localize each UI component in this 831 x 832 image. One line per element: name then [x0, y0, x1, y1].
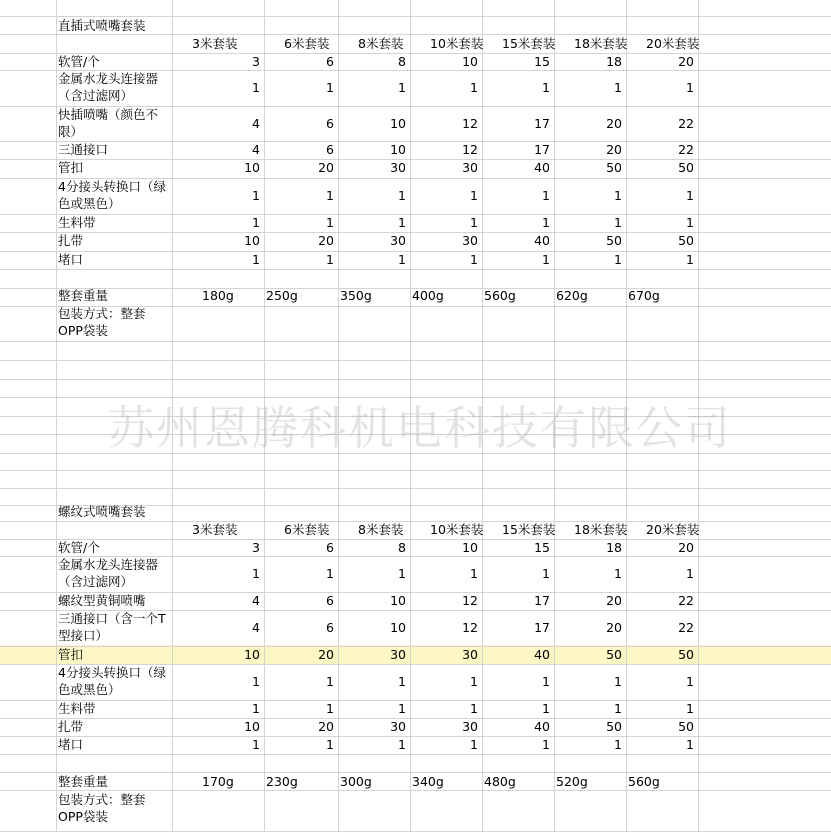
value-cell: 1 [686, 215, 694, 230]
value-cell: 20 [318, 233, 334, 248]
value-cell: 4 [252, 142, 260, 157]
value-cell: 22 [678, 593, 694, 608]
value-cell: 50 [606, 719, 622, 734]
value-cell: 1 [326, 737, 334, 752]
column-header: 18米套装 [574, 522, 628, 537]
value-cell: 1 [252, 701, 260, 716]
row-label: 金属水龙头连接器（含过滤网） [58, 557, 159, 589]
value-cell: 40 [534, 647, 550, 662]
value-cell: 8 [398, 54, 406, 69]
weight-value: 300g [340, 774, 372, 789]
value-cell: 1 [614, 566, 622, 581]
section-title: 直插式喷嘴套装 [58, 18, 146, 33]
value-cell: 10 [390, 142, 406, 157]
value-cell: 30 [462, 647, 478, 662]
value-cell: 10 [244, 719, 260, 734]
value-cell: 50 [678, 647, 694, 662]
row-label: 扎带 [58, 233, 84, 248]
value-cell: 10 [244, 647, 260, 662]
value-cell: 1 [252, 566, 260, 581]
row-label: 软管/个 [58, 540, 100, 555]
value-cell: 1 [252, 80, 260, 95]
value-cell: 40 [534, 160, 550, 175]
column-header: 10米套装 [430, 36, 484, 51]
value-cell: 3 [252, 54, 260, 69]
value-cell: 1 [470, 80, 478, 95]
value-cell: 10 [462, 540, 478, 555]
value-cell: 12 [462, 116, 478, 131]
value-cell: 20 [318, 647, 334, 662]
value-cell: 1 [542, 215, 550, 230]
value-cell: 1 [326, 80, 334, 95]
value-cell: 50 [606, 233, 622, 248]
value-cell: 1 [542, 737, 550, 752]
value-cell: 1 [398, 674, 406, 689]
value-cell: 20 [606, 142, 622, 157]
value-cell: 1 [614, 674, 622, 689]
value-cell: 1 [398, 215, 406, 230]
column-header: 8米套装 [358, 522, 404, 537]
value-cell: 1 [470, 674, 478, 689]
row-gridline [0, 360, 831, 361]
value-cell: 1 [398, 188, 406, 203]
value-cell: 20 [678, 54, 694, 69]
row-label: 4分接头转换口（绿色或黑色） [58, 665, 166, 697]
value-cell: 1 [252, 252, 260, 267]
row-label: 4分接头转换口（绿色或黑色） [58, 179, 166, 211]
weight-value: 250g [266, 288, 298, 303]
column-header: 10米套装 [430, 522, 484, 537]
value-cell: 1 [398, 701, 406, 716]
row-label: 管扣 [58, 647, 84, 662]
weight-value: 620g [556, 288, 588, 303]
value-cell: 10 [390, 620, 406, 635]
value-cell: 1 [542, 188, 550, 203]
value-cell: 1 [398, 566, 406, 581]
value-cell: 50 [678, 719, 694, 734]
value-cell: 1 [326, 215, 334, 230]
value-cell: 22 [678, 116, 694, 131]
value-cell: 1 [252, 674, 260, 689]
row-label: 三通接口 [58, 142, 109, 157]
value-cell: 20 [606, 620, 622, 635]
value-cell: 6 [326, 54, 334, 69]
row-gridline [0, 341, 831, 342]
column-header: 15米套装 [502, 36, 556, 51]
value-cell: 18 [606, 540, 622, 555]
value-cell: 50 [606, 647, 622, 662]
value-cell: 4 [252, 593, 260, 608]
value-cell: 1 [326, 252, 334, 267]
row-label: 快插喷嘴（颜色不限） [58, 107, 159, 139]
row-gridline [0, 754, 831, 755]
value-cell: 1 [614, 80, 622, 95]
row-label: 金属水龙头连接器（含过滤网） [58, 71, 159, 103]
value-cell: 1 [686, 80, 694, 95]
value-cell: 1 [326, 566, 334, 581]
value-cell: 1 [470, 737, 478, 752]
value-cell: 40 [534, 719, 550, 734]
value-cell: 8 [398, 540, 406, 555]
row-label: 堵口 [58, 252, 84, 267]
section-title: 螺纹式喷嘴套装 [58, 504, 146, 519]
value-cell: 6 [326, 116, 334, 131]
row-gridline [0, 488, 831, 489]
weight-value: 400g [412, 288, 444, 303]
value-cell: 15 [534, 54, 550, 69]
column-header: 6米套装 [284, 522, 330, 537]
value-cell: 1 [398, 80, 406, 95]
column-header: 18米套装 [574, 36, 628, 51]
value-cell: 12 [462, 593, 478, 608]
row-label: 三通接口（含一个T型接口） [58, 611, 166, 643]
value-cell: 1 [686, 701, 694, 716]
weight-value: 520g [556, 774, 588, 789]
value-cell: 6 [326, 540, 334, 555]
value-cell: 1 [252, 737, 260, 752]
weight-label: 整套重量 [58, 774, 109, 789]
weight-value: 560g [628, 774, 660, 789]
value-cell: 10 [390, 116, 406, 131]
packaging-note: 包装方式：整套OPP袋装 [58, 306, 146, 338]
value-cell: 1 [614, 737, 622, 752]
value-cell: 6 [326, 593, 334, 608]
row-label: 扎带 [58, 719, 84, 734]
value-cell: 50 [606, 160, 622, 175]
row-label: 螺纹型黄铜喷嘴 [58, 593, 146, 608]
value-cell: 10 [244, 160, 260, 175]
value-cell: 1 [398, 737, 406, 752]
weight-value: 350g [340, 288, 372, 303]
value-cell: 12 [462, 142, 478, 157]
value-cell: 1 [614, 215, 622, 230]
column-header: 3米套装 [192, 522, 238, 537]
column-header: 15米套装 [502, 522, 556, 537]
value-cell: 30 [390, 719, 406, 734]
row-gridline [0, 470, 831, 471]
value-cell: 30 [390, 233, 406, 248]
value-cell: 1 [326, 674, 334, 689]
row-label: 管扣 [58, 160, 84, 175]
value-cell: 1 [542, 252, 550, 267]
value-cell: 50 [678, 233, 694, 248]
value-cell: 40 [534, 233, 550, 248]
value-cell: 1 [614, 188, 622, 203]
value-cell: 20 [318, 160, 334, 175]
weight-value: 480g [484, 774, 516, 789]
row-label: 堵口 [58, 737, 84, 752]
weight-value: 670g [628, 288, 660, 303]
column-header: 3米套装 [192, 36, 238, 51]
value-cell: 1 [686, 566, 694, 581]
weight-value: 170g [202, 774, 234, 789]
value-cell: 1 [398, 252, 406, 267]
row-label: 生料带 [58, 215, 96, 230]
value-cell: 1 [686, 252, 694, 267]
value-cell: 1 [326, 701, 334, 716]
value-cell: 1 [614, 701, 622, 716]
row-gridline [0, 269, 831, 270]
value-cell: 18 [606, 54, 622, 69]
value-cell: 10 [462, 54, 478, 69]
value-cell: 20 [606, 593, 622, 608]
value-cell: 4 [252, 116, 260, 131]
packaging-note: 包装方式：整套OPP袋装 [58, 792, 146, 824]
value-cell: 1 [470, 188, 478, 203]
row-gridline [0, 34, 831, 35]
weight-value: 340g [412, 774, 444, 789]
value-cell: 30 [462, 160, 478, 175]
value-cell: 3 [252, 540, 260, 555]
value-cell: 30 [462, 719, 478, 734]
value-cell: 10 [244, 233, 260, 248]
value-cell: 1 [686, 188, 694, 203]
value-cell: 17 [534, 620, 550, 635]
value-cell: 1 [542, 566, 550, 581]
row-gridline [0, 379, 831, 380]
value-cell: 1 [542, 80, 550, 95]
weight-value: 180g [202, 288, 234, 303]
value-cell: 50 [678, 160, 694, 175]
value-cell: 1 [542, 674, 550, 689]
value-cell: 22 [678, 142, 694, 157]
row-label: 软管/个 [58, 54, 100, 69]
value-cell: 1 [470, 252, 478, 267]
value-cell: 1 [252, 215, 260, 230]
row-label: 生料带 [58, 701, 96, 716]
value-cell: 1 [470, 566, 478, 581]
value-cell: 20 [606, 116, 622, 131]
value-cell: 1 [252, 188, 260, 203]
column-header: 6米套装 [284, 36, 330, 51]
value-cell: 22 [678, 620, 694, 635]
weight-value: 230g [266, 774, 298, 789]
value-cell: 17 [534, 116, 550, 131]
value-cell: 30 [390, 160, 406, 175]
value-cell: 6 [326, 142, 334, 157]
value-cell: 4 [252, 620, 260, 635]
value-cell: 1 [470, 701, 478, 716]
value-cell: 1 [614, 252, 622, 267]
weight-label: 整套重量 [58, 288, 109, 303]
value-cell: 30 [390, 647, 406, 662]
weight-value: 560g [484, 288, 516, 303]
value-cell: 6 [326, 620, 334, 635]
value-cell: 12 [462, 620, 478, 635]
value-cell: 1 [326, 188, 334, 203]
value-cell: 1 [686, 674, 694, 689]
value-cell: 1 [542, 701, 550, 716]
row-gridline [0, 521, 831, 522]
column-header: 20米套装 [646, 522, 700, 537]
value-cell: 30 [462, 233, 478, 248]
value-cell: 17 [534, 142, 550, 157]
column-header: 8米套装 [358, 36, 404, 51]
watermark: 苏州恩腾科机电科技有限公司 [108, 401, 732, 455]
value-cell: 1 [686, 737, 694, 752]
value-cell: 20 [318, 719, 334, 734]
value-cell: 20 [678, 540, 694, 555]
column-header: 20米套装 [646, 36, 700, 51]
value-cell: 10 [390, 593, 406, 608]
value-cell: 15 [534, 540, 550, 555]
value-cell: 17 [534, 593, 550, 608]
value-cell: 1 [470, 215, 478, 230]
